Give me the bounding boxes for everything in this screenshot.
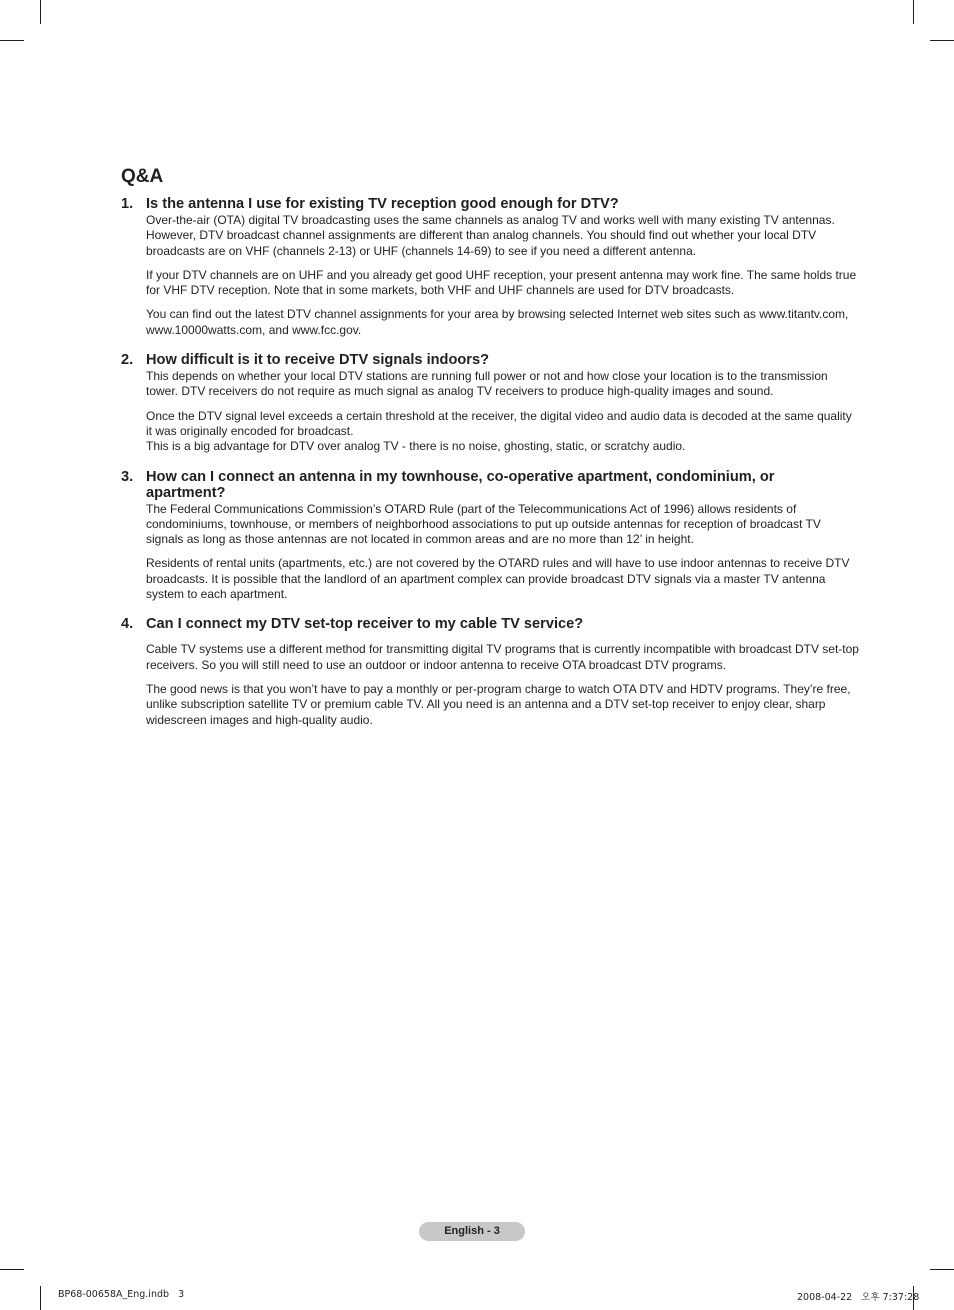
answer-paragraph: The Federal Communications Commission’s OTARD Rule (part of the Telecommunications Act of 1996) allows residents of condominiums, townhouse, or members of neighborhood associations to put up outside antennas for reception of broadcast TV signals as long as those antennas are not located in common areas and are no more than 12’ in height.: [146, 501, 821, 547]
footer-file-name: BP68-00658A_Eng.indb 3: [58, 1289, 185, 1300]
question-text: How can I connect an antenna in my townhouse, co-operative apartment, condominium, or apartment?: [146, 468, 775, 501]
qa-item-4: [121, 616, 861, 727]
crop-mark: [930, 1269, 954, 1270]
answer: [146, 213, 861, 338]
question: [121, 469, 861, 501]
question-text: Is the antenna I use for existing TV reception good enough for DTV?: [146, 196, 619, 212]
qa-item-2: [121, 352, 861, 454]
question: [121, 196, 861, 212]
answer-paragraph: Cable TV systems use a different method for transmitting digital TV programs that is currently incompatible with broadcast DTV set-top receivers. So you will still need to use an outdoor or indoor antenna to receive OTA broadcast DTV programs.: [146, 642, 859, 672]
crop-mark: [913, 0, 914, 24]
page-title: Q&A: [121, 166, 164, 187]
question-number: 2.: [121, 352, 134, 369]
crop-mark: [0, 1269, 24, 1270]
question: [121, 352, 861, 368]
question-number: 4.: [121, 616, 134, 633]
page-number-badge: English - 3: [419, 1222, 525, 1241]
question-number: 1.: [121, 196, 134, 212]
answer-paragraph: Once the DTV signal level exceeds a certain threshold at the receiver, the digital video and audio data is decoded at the same quality it was originally encoded for broadcast. This is a big advantage for DTV over analog TV - there is no noise, ghosting, static, or scratchy audio.: [146, 408, 852, 454]
crop-mark: [40, 1286, 41, 1310]
qa-item-1: [121, 196, 861, 338]
answer: [146, 369, 861, 454]
answer: [146, 642, 861, 727]
answer: [146, 502, 861, 603]
crop-mark: [0, 40, 24, 41]
answer-paragraph: This depends on whether your local DTV stations are running full power or not and how close your location is to the transmission tower. DTV receivers do not require as much signal as analog TV receivers to produce high-quality images and sound.: [146, 369, 828, 399]
qa-section: [121, 166, 861, 742]
question-text: How difficult is it to receive DTV signals indoors?: [146, 352, 490, 369]
crop-mark: [40, 0, 41, 24]
crop-mark: [930, 40, 954, 41]
qa-item-3: [121, 469, 861, 603]
answer-paragraph: The good news is that you won’t have to pay a monthly or per-program charge to watch OTA DTV and HDTV programs. They’re free, unlike subscription satellite TV or premium cable TV. All you need is an antenna and a DTV set-top receiver to enjoy clear, sharp widescreen images and high-quality audio.: [146, 681, 851, 727]
footer-timestamp: 2008-04-22 오후 7:37:28: [797, 1292, 920, 1303]
answer-paragraph: Over-the-air (OTA) digital TV broadcasting uses the same channels as analog TV and works well with many existing TV antennas. However, DTV broadcast channel assignments are different than analog channels. You should find out whether your local DTV broadcasts are on VHF (channels 2-13) or UHF (channels 14-69) to see if you need a different antenna.: [146, 213, 835, 258]
answer-paragraph: If your DTV channels are on UHF and you already get good UHF reception, your present antenna may work fine. The same holds true for VHF DTV reception. Note that in some markets, both VHF and UHF channels are used for DTV broadcasts.: [146, 267, 857, 298]
answer-paragraph: Residents of rental units (apartments, etc.) are not covered by the OTARD rules and will have to use indoor antennas to receive DTV broadcasts. It is possible that the landlord of an apartment complex can provide broadcast DTV signals via a master TV antenna system to each apartment.: [146, 556, 850, 602]
question-text: Can I connect my DTV set-top receiver to my cable TV service?: [146, 616, 584, 633]
question-number: 3.: [121, 468, 134, 485]
answer-paragraph: You can find out the latest DTV channel assignments for your area by browsing selected Internet web sites such as www.titantv.com, www.10000watts.com, and www.fcc.gov.: [146, 307, 849, 337]
question: [121, 616, 861, 632]
